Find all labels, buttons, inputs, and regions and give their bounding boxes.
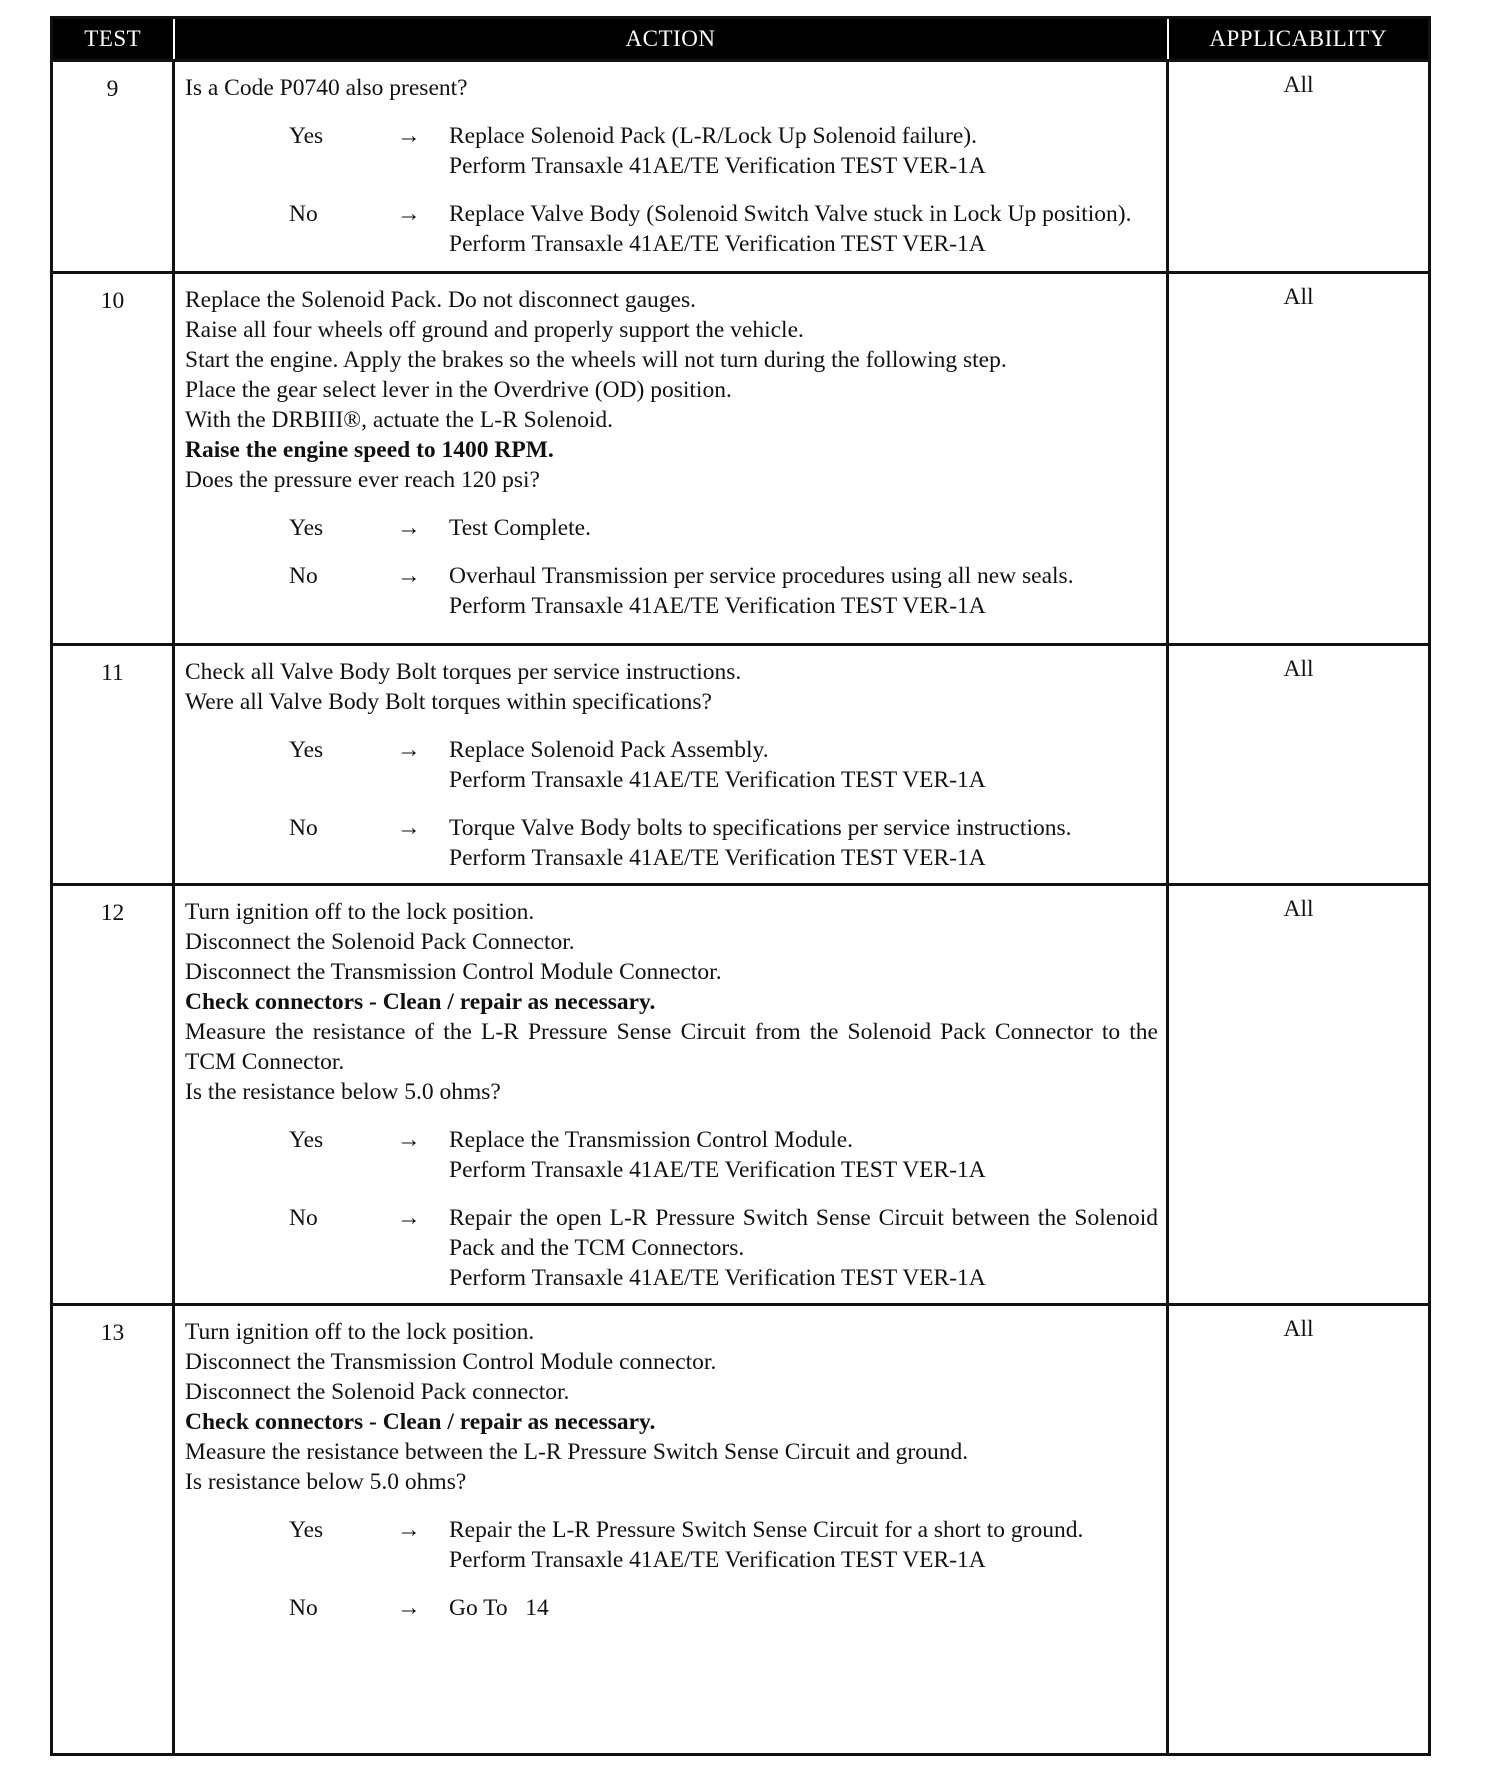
arrow-icon: → (397, 123, 421, 149)
arrow-icon: → (397, 815, 421, 841)
no-label: No (289, 563, 318, 589)
yes-outcome (185, 513, 1158, 543)
arrow-icon: → (397, 201, 421, 227)
result-line: Perform Transaxle 41AE/TE Verification TEST VER-1A (449, 153, 986, 179)
arrow-icon: → (397, 737, 421, 763)
table-row (52, 645, 1430, 885)
result-line: Replace Valve Body (Solenoid Switch Valve stuck in Lock Up position). (449, 201, 1132, 227)
no-label: No (289, 1205, 318, 1231)
question-line: Raise all four wheels off ground and properly support the vehicle. (185, 317, 804, 343)
no-label: No (289, 815, 318, 841)
header-applicability: APPLICABILITY (1168, 18, 1430, 61)
question-line: Is resistance below 5.0 ohms? (185, 1469, 467, 1495)
applicability-value: All (1168, 61, 1430, 273)
yes-outcome (185, 1515, 1158, 1575)
question-line: Disconnect the Solenoid Pack Connector. (185, 929, 575, 955)
arrow-icon: → (397, 1127, 421, 1153)
question-line: With the DRBIII®, actuate the L-R Solenoid. (185, 407, 614, 433)
question-line: Disconnect the Transmission Control Module connector. (185, 1349, 717, 1375)
question-line: Replace the Solenoid Pack. Do not disconnect gauges. (185, 287, 696, 313)
question-line: Disconnect the Transmission Control Module Connector. (185, 959, 722, 985)
test-number: 12 (52, 885, 174, 1305)
no-outcome (185, 1593, 1158, 1623)
question-line: Measure the resistance of the L-R Pressure Sense Circuit from the Solenoid Pack Connector to the TCM Connector. (185, 1019, 1158, 1075)
test-number: 13 (52, 1305, 174, 1755)
header-action: ACTION (174, 18, 1168, 61)
question-line: Were all Valve Body Bolt torques within specifications? (185, 689, 712, 715)
result-line: Replace Solenoid Pack (L-R/Lock Up Solenoid failure). (449, 123, 977, 149)
table-row (52, 1305, 1430, 1755)
result-line: Repair the open L-R Pressure Switch Sense Circuit between the Solenoid Pack and the TCM Connectors. (449, 1205, 1158, 1261)
no-outcome (185, 1203, 1158, 1293)
arrow-icon: → (397, 1205, 421, 1231)
table-row (52, 273, 1430, 645)
result-line: Repair the L-R Pressure Switch Sense Circuit for a short to ground. (449, 1517, 1084, 1543)
question-line: Turn ignition off to the lock position. (185, 1319, 535, 1345)
result-line: Torque Valve Body bolts to specifications per service instructions. (449, 815, 1072, 841)
diagnostic-table (50, 16, 1431, 1756)
result-line: Replace the Transmission Control Module. (449, 1127, 854, 1153)
applicability-value: All (1168, 885, 1430, 1305)
yes-outcome (185, 735, 1158, 795)
question-line-emphasis: Raise the engine speed to 1400 RPM. (185, 437, 554, 463)
action-cell (174, 273, 1168, 645)
arrow-icon: → (397, 515, 421, 541)
result-line: Perform Transaxle 41AE/TE Verification TEST VER-1A (449, 593, 986, 619)
question-line: Measure the resistance between the L-R Pressure Switch Sense Circuit and ground. (185, 1439, 969, 1465)
question-line: Is the resistance below 5.0 ohms? (185, 1079, 501, 1105)
applicability-value: All (1168, 273, 1430, 645)
result-line: Test Complete. (449, 515, 591, 541)
action-cell (174, 1305, 1168, 1755)
action-cell (174, 645, 1168, 885)
arrow-icon: → (397, 563, 421, 589)
question-line: Turn ignition off to the lock position. (185, 899, 535, 925)
result-line: Go To 14 (449, 1595, 549, 1621)
action-cell (174, 61, 1168, 273)
no-outcome (185, 199, 1158, 259)
yes-label: Yes (289, 1517, 324, 1543)
test-number: 9 (52, 61, 174, 273)
test-number: 10 (52, 273, 174, 645)
no-outcome (185, 813, 1158, 873)
result-line: Replace Solenoid Pack Assembly. (449, 737, 769, 763)
test-number: 11 (52, 645, 174, 885)
action-cell (174, 885, 1168, 1305)
result-line: Perform Transaxle 41AE/TE Verification TEST VER-1A (449, 1265, 986, 1291)
yes-label: Yes (289, 515, 324, 541)
no-outcome (185, 561, 1158, 621)
result-line: Perform Transaxle 41AE/TE Verification TEST VER-1A (449, 1547, 986, 1573)
result-line: Perform Transaxle 41AE/TE Verification TEST VER-1A (449, 1157, 986, 1183)
yes-label: Yes (289, 123, 324, 149)
result-line: Perform Transaxle 41AE/TE Verification TEST VER-1A (449, 767, 986, 793)
question-line: Disconnect the Solenoid Pack connector. (185, 1379, 570, 1405)
result-line: Perform Transaxle 41AE/TE Verification TEST VER-1A (449, 845, 986, 871)
yes-label: Yes (289, 1127, 324, 1153)
yes-label: Yes (289, 737, 324, 763)
question-line: Check all Valve Body Bolt torques per service instructions. (185, 659, 742, 685)
no-label: No (289, 201, 318, 227)
table-row (52, 61, 1430, 273)
question-line-emphasis: Check connectors - Clean / repair as necessary. (185, 1409, 656, 1435)
applicability-value: All (1168, 1305, 1430, 1755)
yes-outcome (185, 121, 1158, 181)
question-line: Does the pressure ever reach 120 psi? (185, 467, 540, 493)
question-line-emphasis: Check connectors - Clean / repair as necessary. (185, 989, 656, 1015)
result-line: Perform Transaxle 41AE/TE Verification TEST VER-1A (449, 231, 986, 257)
header-test: TEST (52, 18, 174, 61)
no-label: No (289, 1595, 318, 1621)
question-line: Is a Code P0740 also present? (185, 75, 468, 101)
applicability-value: All (1168, 645, 1430, 885)
table-row (52, 885, 1430, 1305)
table-header-row (52, 18, 1430, 61)
arrow-icon: → (397, 1517, 421, 1543)
result-line: Overhaul Transmission per service procedures using all new seals. (449, 563, 1074, 589)
arrow-icon: → (397, 1595, 421, 1621)
question-line: Place the gear select lever in the Overdrive (OD) position. (185, 377, 732, 403)
question-line: Start the engine. Apply the brakes so the wheels will not turn during the following step. (185, 347, 1007, 373)
yes-outcome (185, 1125, 1158, 1185)
